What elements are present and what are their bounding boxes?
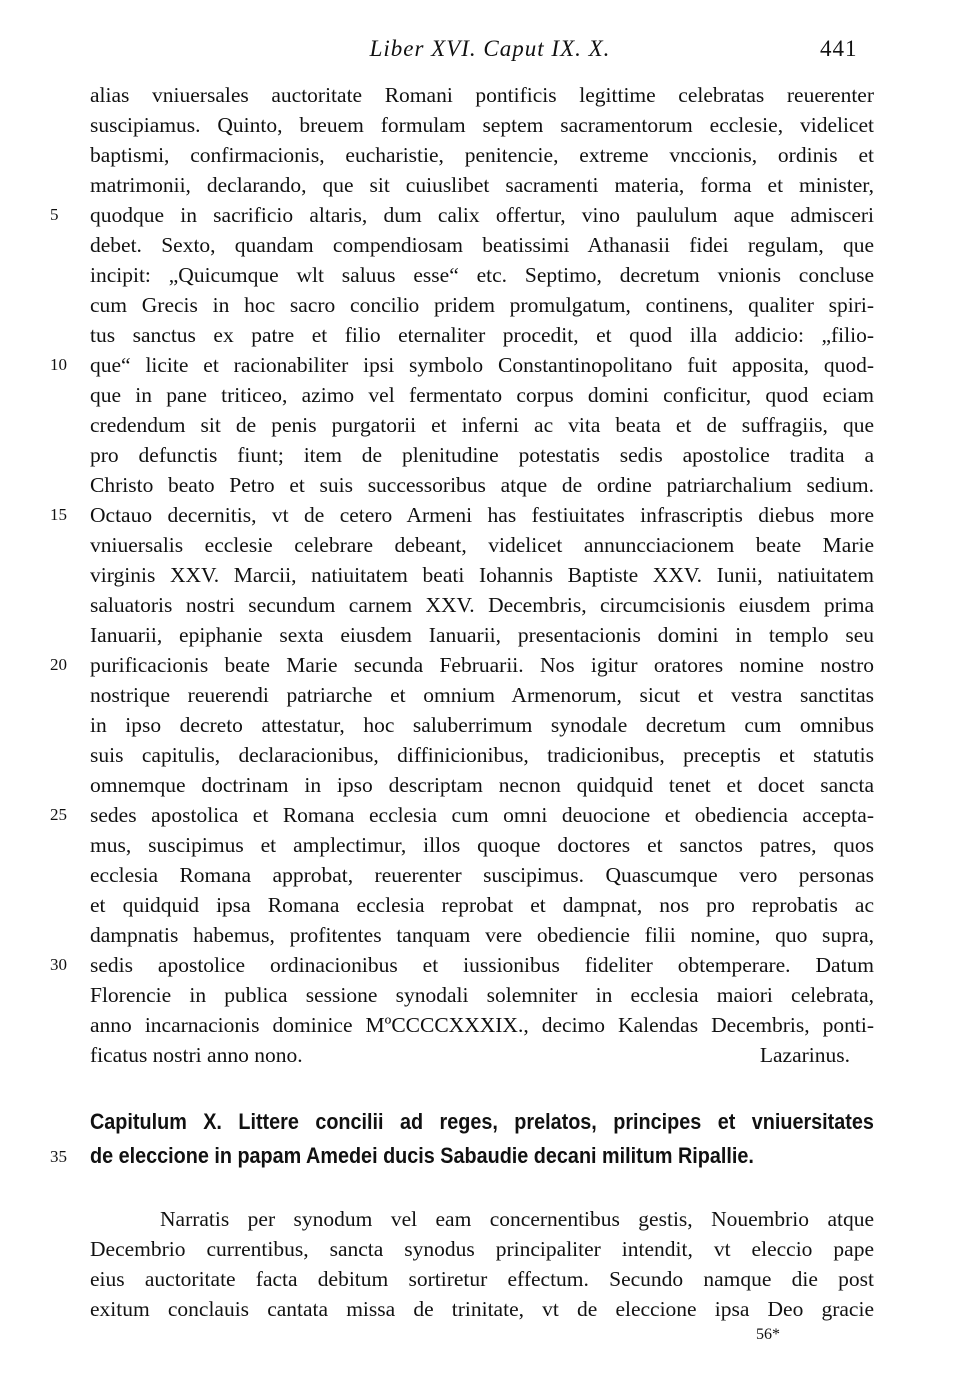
text-line: nostrique reuerendi patriarche et omnium Armenorum, sicut et vestra sanctitas xyxy=(90,683,874,707)
text-line: incipit: „Quicumque wlt saluus esse“ etc. Septimo, decretum vnionis concluse xyxy=(90,263,874,287)
text-line: omnemque doctrinam in ipso descriptam necnon quidquid tenet et docet sancta xyxy=(90,773,874,797)
text-line: baptismi, confirmacionis, eucharistie, penitencie, extreme vnccionis, ordinis et xyxy=(90,143,874,167)
text-line: anno incarnacionis dominice MºCCCCXXXIX., decimo Kalendas Decembris, ponti- xyxy=(90,1013,874,1037)
running-title: Liber XVI. Caput IX. X. xyxy=(369,36,611,61)
line-number: 25 xyxy=(50,805,67,824)
text-line: dampnatis habemus, profitentes tanquam vere obediencie filii nomine, quo supra, xyxy=(90,923,874,947)
line-number: 15 xyxy=(50,505,67,524)
line-number: 30 xyxy=(50,955,67,974)
text-line: suscipiamus. Quinto, breuem formulam septem sacramentorum ecclesie, videlicet xyxy=(90,113,874,137)
text-line: eius auctoritate facta debitum sortiretur effectum. Secundo namque die post xyxy=(90,1267,874,1291)
final-line-text: ficatus nostri anno nono. xyxy=(90,1043,303,1067)
text-line: alias vniuersales auctoritate Romani pontificis legittime celebratas reuerenter xyxy=(90,83,874,107)
text-line: ecclesia Romana approbat, reuerenter suscipimus. Quascumque vero personas xyxy=(90,863,874,887)
text-line: Florencie in publica sessione synodali solemniter in ecclesia maiori celebrata, xyxy=(90,983,874,1007)
signature-mark: 56* xyxy=(756,1326,780,1343)
text-line: purificacionis beate Marie secunda Februarii. Nos igitur oratores nomine nostro xyxy=(90,653,874,677)
text-line: que in pane triticeo, azimo vel fermentato corpus domini conficitur, quod eciam xyxy=(90,383,874,407)
text-line: saluatoris nostri secundum carnem XXV. Decembris, circumcisionis eiusdem prima xyxy=(90,593,874,617)
text-line: et quidquid ipsa Romana ecclesia reprobat et dampnat, nos pro reprobatis ac xyxy=(90,893,874,917)
text-line: mus, suscipimus et amplectimur, illos quoque doctores et sanctos patres, quos xyxy=(90,833,874,857)
text-line: virginis XXV. Marcii, natiuitatem beati Iohannis Baptiste XXV. Iunii, natiuitatem xyxy=(90,563,874,587)
chapter-heading-line: de eleccione in papam Amedei ducis Sabaudie decani militum Ripallie. xyxy=(90,1143,754,1168)
text-line: in ipso decreto attestatur, hoc saluberrimum synodale decretum cum omnibus xyxy=(90,713,874,737)
text-line: Octauo decernitis, vt de cetero Armeni has festiuitates infrascriptis diebus more xyxy=(90,503,874,527)
text-line: matrimonii, declarando, que sit cuiuslibet sacramenti materia, forma et minister, xyxy=(90,173,874,197)
text-line: pro defunctis fiunt; item de plenitudine potestatis sedis apostolice tradita a xyxy=(90,443,874,467)
text-line: credendum sit de penis purgatorii et inferni ac vita beata et de suffragiis, que xyxy=(90,413,874,437)
line-number: 35 xyxy=(50,1147,67,1166)
text-line: Christo beato Petro et suis successoribus atque de ordine patriarchalium sedium. xyxy=(90,473,874,497)
text-line: sedes apostolica et Romana ecclesia cum omni deuocione et obediencia accepta- xyxy=(90,803,874,827)
text-line: Ianuarii, epiphanie sexta eiusdem Ianuarii, presentacionis domini in templo seu xyxy=(90,623,874,647)
text-line: debet. Sexto, quandam compendiosam beatissimi Athanasii fidei regulam, que xyxy=(90,233,874,257)
text-line: tus sanctus ex patre et filio eternaliter procedit, et quod illa addicio: „filio- xyxy=(90,323,874,347)
page-header xyxy=(0,36,960,66)
text-line: Narratis per synodum vel eam concernentibus gestis, Nouembrio atque xyxy=(160,1207,874,1231)
text-line: vniuersalis ecclesie celebrare debeant, videlicet annuncciacionem beate Marie xyxy=(90,533,874,557)
text-line: Decembrio currentibus, sancta synodus principaliter intendit, vt eleccio pape xyxy=(90,1237,874,1261)
text-line: cum Grecis in hoc sacro concilio pridem promulgatum, continens, qualiter spiri- xyxy=(90,293,874,317)
closing-line xyxy=(90,1040,874,1070)
chapter-heading-line: Capitulum X. Littere concilii ad reges, prelatos, principes et vniuersitates xyxy=(90,1109,874,1134)
signature: Lazarinus. xyxy=(759,1043,850,1067)
text-line: quodque in sacrificio altaris, dum calix offertur, vino paululum aque admisceri xyxy=(90,203,874,227)
line-number: 10 xyxy=(50,355,67,374)
text-line: suis capitulis, declaracionibus, diffinicionibus, tradicionibus, preceptis et statutis xyxy=(90,743,874,767)
line-number: 20 xyxy=(50,655,67,674)
page-number: 441 xyxy=(820,36,858,61)
text-line: sedis apostolice ordinacionibus et iussionibus fideliter obtemperare. Datum xyxy=(90,953,874,977)
line-number: 5 xyxy=(50,205,59,224)
text-line: exitum conclauis cantata missa de trinitate, vt de eleccione ipsa Deo gracie xyxy=(90,1297,874,1321)
text-line: que“ licite et racionabiliter ipsi symbolo Constantinopolitano fuit apposita, quod- xyxy=(90,353,874,377)
